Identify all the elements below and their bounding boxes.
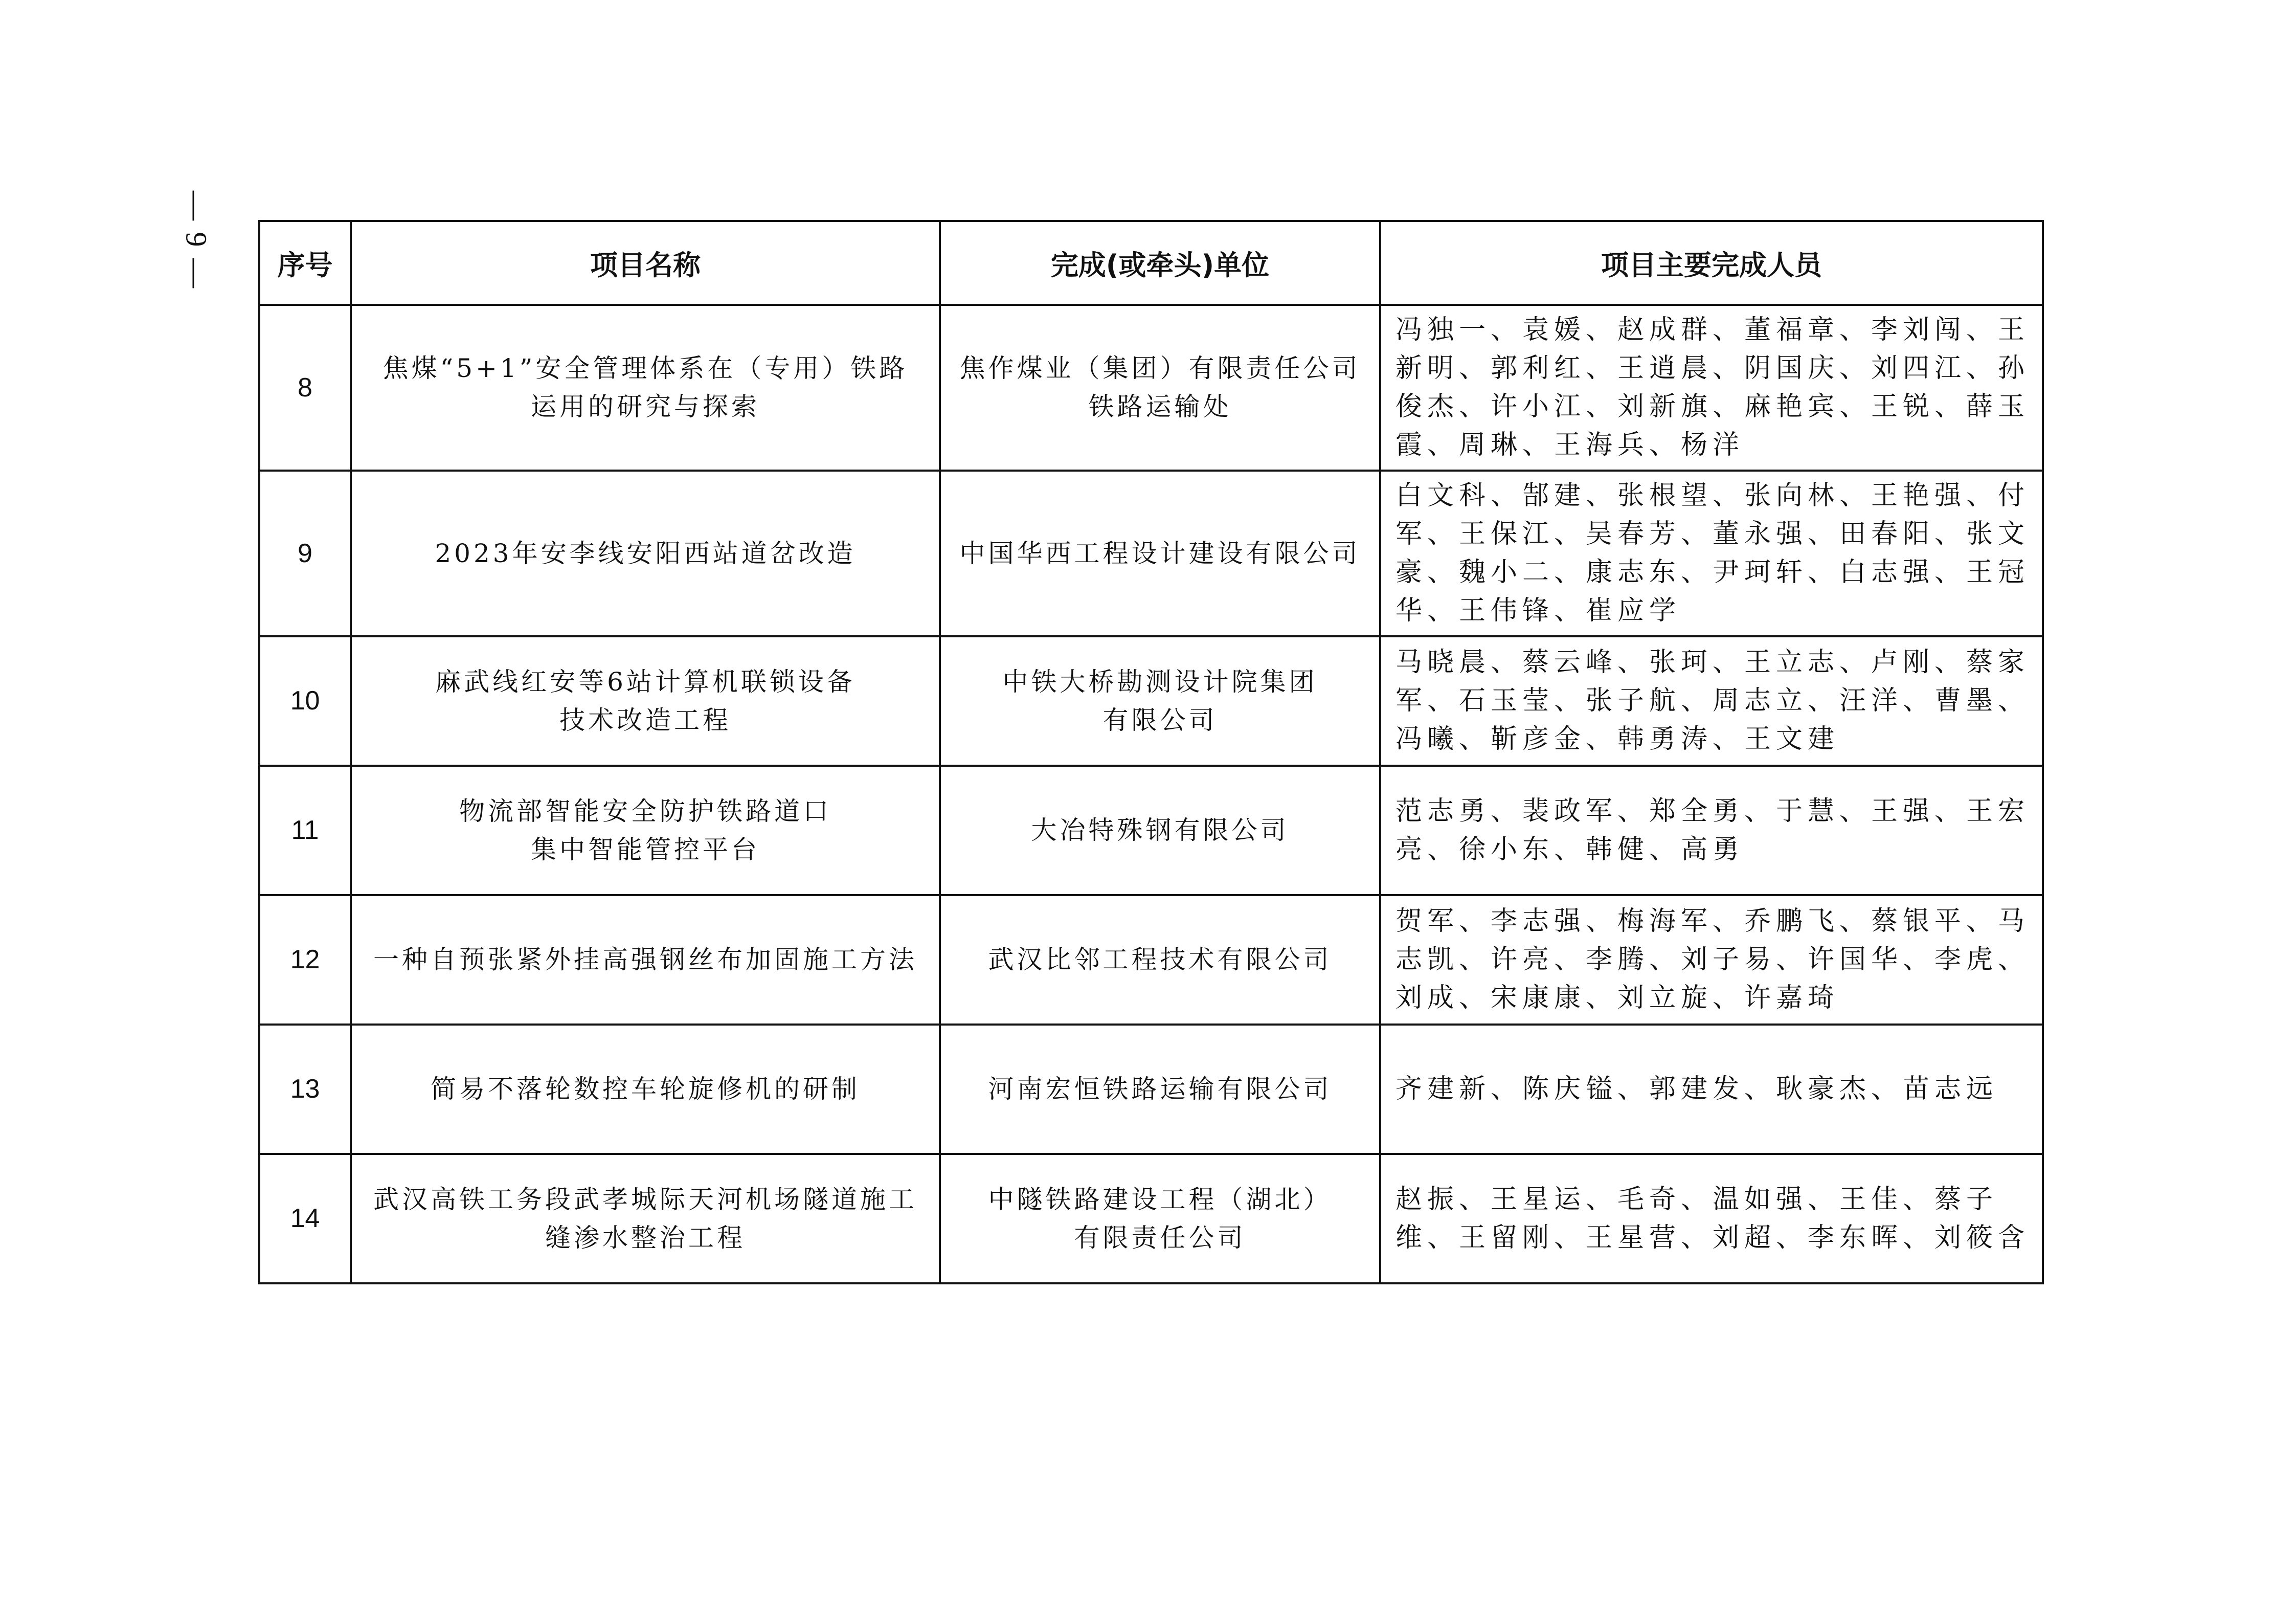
table-row (259, 895, 2043, 1025)
project-name-line: 麻武线红安等6站计算机联锁设备 (435, 666, 856, 697)
table-row (259, 305, 2043, 471)
header-serial: 序号 (259, 221, 351, 305)
people-cell: 贺军、李志强、梅海军、乔鹏飞、蔡银平、马志凯、许亮、李腾、刘子易、许国华、李虎、刘成、宋康康、刘立旋、许嘉琦 (1380, 895, 2043, 1025)
unit-cell (940, 305, 1380, 471)
awards-table (258, 220, 2044, 1284)
project-name-cell (351, 1154, 940, 1283)
project-name-cell (351, 766, 940, 895)
project-name-line: 物流部智能安全防护铁路道口 (459, 796, 831, 826)
serial-cell: 9 (259, 471, 351, 636)
project-name-cell (351, 895, 940, 1025)
project-name-line: 一种自预张紧外挂高强钢丝布加固施工方法 (373, 945, 917, 974)
project-name-cell (351, 636, 940, 766)
people-cell: 冯独一、袁媛、赵成群、董福章、李刘闯、王新明、郭利红、王逍晨、阴国庆、刘四江、孙俊杰、许小江、刘新旗、麻艳宾、王锐、薛玉霞、周琳、王海兵、杨洋 (1380, 305, 2043, 471)
unit-line: 中隧铁路建设工程（湖北） (988, 1184, 1332, 1214)
unit-cell (940, 1025, 1380, 1154)
people-cell: 赵振、王星运、毛奇、温如强、王佳、蔡子维、王留刚、王星营、刘超、李东晖、刘筱含 (1380, 1154, 2043, 1283)
unit-line: 大冶特殊钢有限公司 (1031, 815, 1289, 845)
unit-line: 武汉比邻工程技术有限公司 (988, 945, 1332, 974)
people-cell: 马晓晨、蔡云峰、张珂、王立志、卢刚、蔡家军、石玉莹、张子航、周志立、汪洋、曹墨、冯曦、靳彦金、韩勇涛、王文建 (1380, 636, 2043, 766)
serial-cell: 11 (259, 766, 351, 895)
people-cell: 白文科、郜建、张根望、张向林、王艳强、付军、王保江、吴春芳、董永强、田春阳、张文豪、魏小二、康志东、尹珂轩、白志强、王冠华、王伟锋、崔应学 (1380, 471, 2043, 636)
header-unit: 完成(或牵头)单位 (940, 221, 1380, 305)
unit-line: 有限责任公司 (1074, 1222, 1246, 1253)
project-name-cell (351, 305, 940, 471)
page-number: — 9 — (179, 191, 213, 290)
project-name-cell (351, 471, 940, 636)
unit-line: 河南宏恒铁路运输有限公司 (988, 1074, 1332, 1104)
unit-line: 焦作煤业（集团）有限责任公司 (959, 353, 1361, 383)
table-row (259, 1154, 2043, 1283)
unit-cell (940, 1154, 1380, 1283)
unit-cell (940, 895, 1380, 1025)
serial-cell: 8 (259, 305, 351, 471)
serial-cell: 14 (259, 1154, 351, 1283)
header-people: 项目主要完成人员 (1380, 221, 2043, 305)
table-row (259, 636, 2043, 766)
unit-line: 中铁大桥勘测设计院集团 (1002, 666, 1318, 697)
unit-cell (940, 636, 1380, 766)
table-row (259, 471, 2043, 636)
unit-line: 有限公司 (1102, 705, 1218, 735)
project-name-line: 技术改造工程 (559, 705, 731, 735)
table-row (259, 766, 2043, 895)
project-name-line: 焦煤“5+1”安全管理体系在（专用）铁路 (382, 353, 908, 383)
unit-cell (940, 471, 1380, 636)
project-name-cell (351, 1025, 940, 1154)
serial-cell: 13 (259, 1025, 351, 1154)
table-header-row (259, 221, 2043, 305)
unit-line: 中国华西工程设计建设有限公司 (959, 538, 1361, 568)
serial-cell: 10 (259, 636, 351, 766)
people-cell: 范志勇、裴政军、郑全勇、于慧、王强、王宏亮、徐小东、韩健、高勇 (1380, 766, 2043, 895)
project-name-line: 集中智能管控平台 (531, 834, 760, 864)
project-name-line: 缝渗水整治工程 (545, 1222, 746, 1253)
project-name-line: 运用的研究与探索 (531, 392, 760, 421)
project-name-line: 简易不落轮数控车轮旋修机的研制 (431, 1074, 860, 1104)
project-name-line: 武汉高铁工务段武孝城际天河机场隧道施工 (373, 1184, 917, 1214)
unit-cell (940, 766, 1380, 895)
project-name-line: 2023年安李线安阳西站道岔改造 (435, 538, 856, 568)
header-project-name: 项目名称 (351, 221, 940, 305)
serial-cell: 12 (259, 895, 351, 1025)
unit-line: 铁路运输处 (1088, 392, 1232, 421)
table-row (259, 1025, 2043, 1154)
people-cell: 齐建新、陈庆镒、郭建发、耿豪杰、苗志远 (1380, 1025, 2043, 1154)
